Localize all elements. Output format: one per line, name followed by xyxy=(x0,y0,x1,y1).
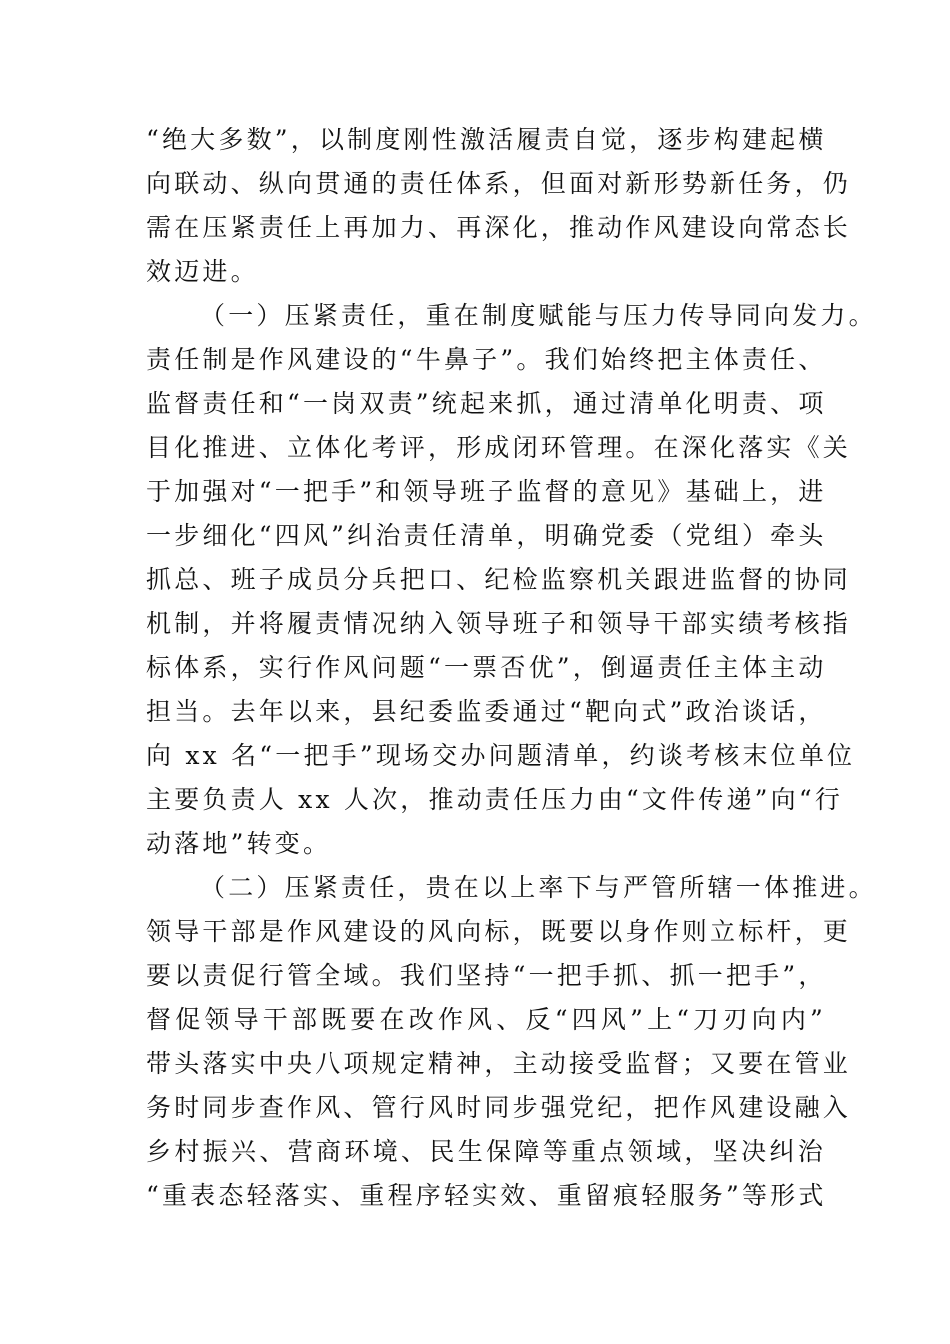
section-heading-1: （一）压紧责任，重在制度赋能与压力传导同向发力。 xyxy=(200,301,877,330)
text-line: 要以责促行管全域。我们坚持“一把手抓、抓一把手”， xyxy=(146,961,827,990)
text-line: 督促领导干部既要在改作风、反“四风”上“刀刃向内” xyxy=(146,1005,826,1034)
text-line: 需在压紧责任上再加力、再深化，推动作风建设向常态长 xyxy=(146,213,852,242)
text-line: 于加强对“一把手”和领导班子监督的意见》基础上，进 xyxy=(146,477,827,506)
text-line: 向 xx 名“一把手”现场交办问题清单，约谈考核末位单位 xyxy=(146,741,856,770)
text-line: 主要负责人 xx 人次，推动责任压力由“文件传递”向“行 xyxy=(146,785,844,814)
text-line: 动落地”转变。 xyxy=(146,829,332,858)
text-line: 担当。去年以来，县纪委监委通过“靶向式”政治谈话， xyxy=(146,697,827,726)
text-line: 务时同步查作风、管行风时同步强党纪，把作风建设融入 xyxy=(146,1093,852,1122)
text-line: “绝大多数”，以制度刚性激活履责自觉，逐步构建起横 xyxy=(146,125,827,154)
text-line: “重表态轻落实、重程序轻实效、重留痕轻服务”等形式 xyxy=(146,1181,827,1210)
text-line: 效迈进。 xyxy=(146,257,259,286)
text-line: 目化推进、立体化考评，形成闭环管理。在深化落实《关 xyxy=(146,433,852,462)
text-line: 领导干部是作风建设的风向标，既要以身作则立标杆，更 xyxy=(146,917,852,946)
text-line: 监督责任和“一岗双责”统起来抓，通过清单化明责、项 xyxy=(146,389,827,418)
text-line: 机制，并将履责情况纳入领导班子和领导干部实绩考核指 xyxy=(146,609,852,638)
text-line: 乡村振兴、营商环境、民生保障等重点领域，坚决纠治 xyxy=(146,1137,826,1166)
section-heading-2: （二）压紧责任，贵在以上率下与严管所辖一体推进。 xyxy=(200,873,877,902)
text-line: 带头落实中央八项规定精神，主动接受监督；又要在管业 xyxy=(146,1049,852,1078)
text-line: 向联动、纵向贯通的责任体系，但面对新形势新任务，仍 xyxy=(146,169,852,198)
text-line: 标体系，实行作风问题“一票否优”，倒逼责任主体主动 xyxy=(146,653,827,682)
text-line: 责任制是作风建设的“牛鼻子”。我们始终把主体责任、 xyxy=(146,345,827,374)
text-line: 抓总、班子成员分兵把口、纪检监察机关跟进监督的协同 xyxy=(146,565,852,594)
text-line: 一步细化“四风”纠治责任清单，明确党委（党组）牵头 xyxy=(146,521,827,550)
